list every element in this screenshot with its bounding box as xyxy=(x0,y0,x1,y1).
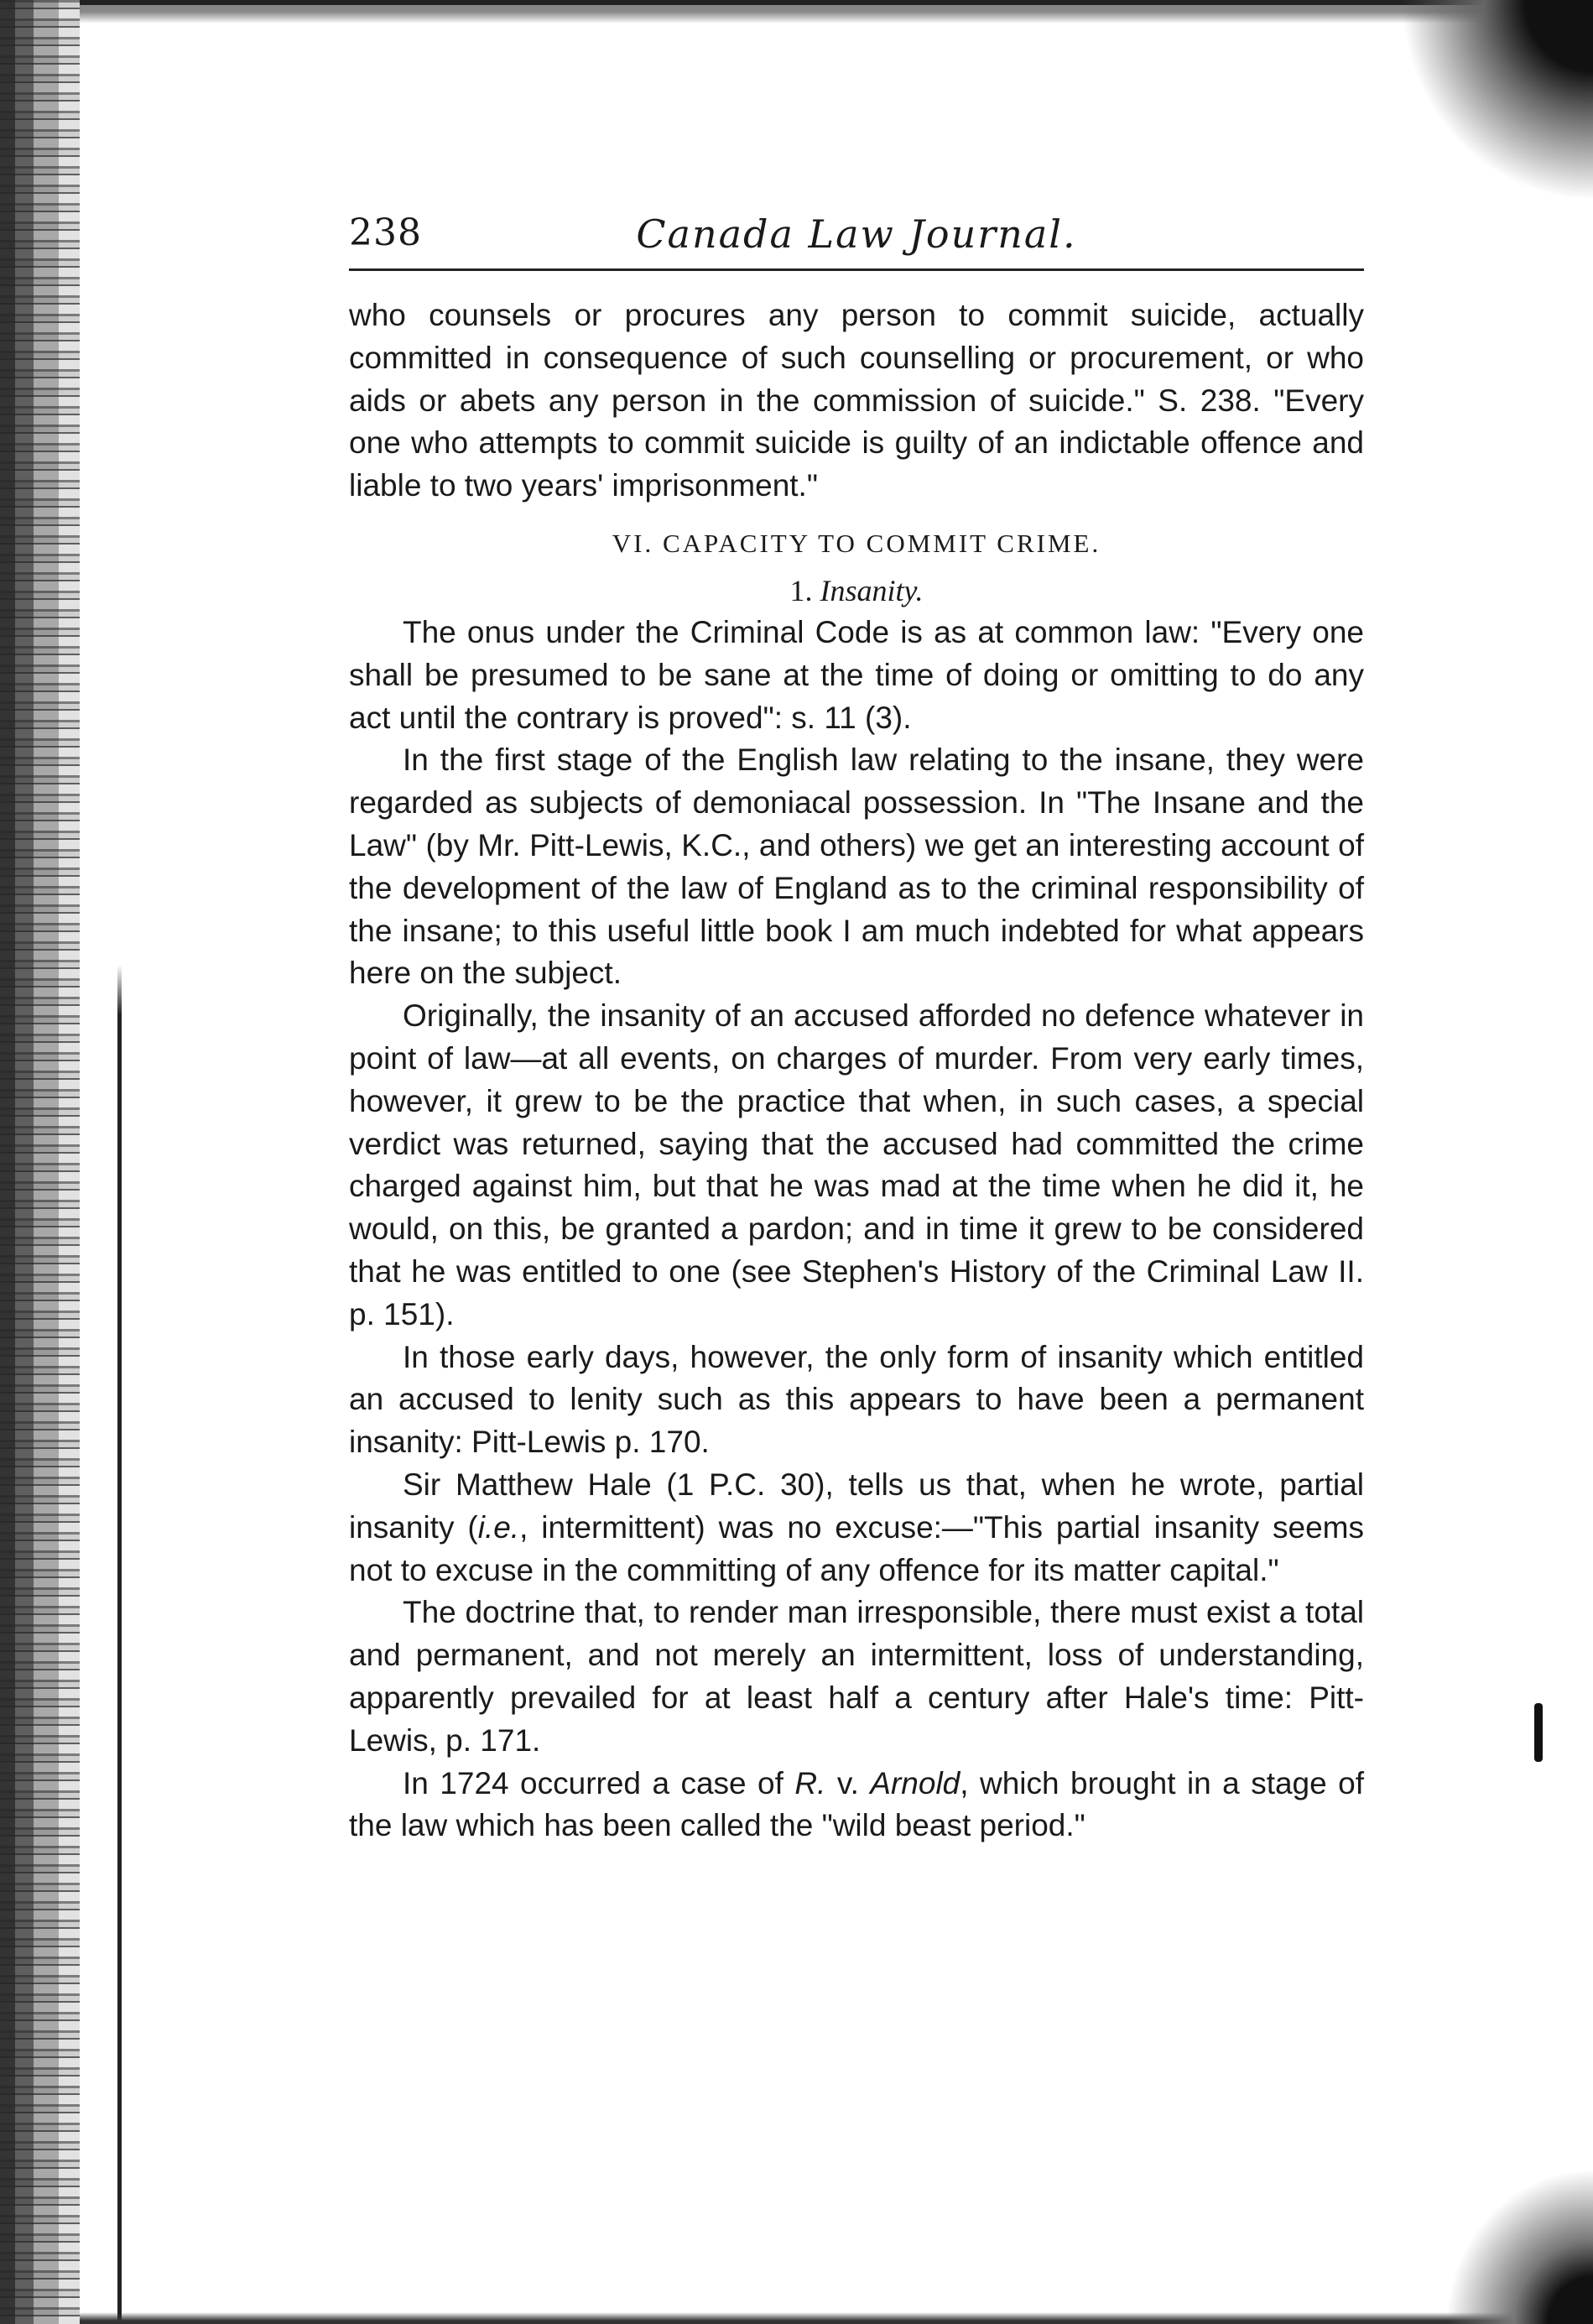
subsection-heading xyxy=(349,570,1364,612)
paragraph-6: The doctrine that, to render man irresponsible, there must exist a total and permanent, and not merely an intermittent, loss of understanding, apparently prevailed for at least half a century after Hale's time: Pitt-Lewis, p. 171. xyxy=(349,1595,1364,1758)
subsection-number: 1. xyxy=(789,573,813,607)
scan-edge-bottom xyxy=(80,2312,1593,2324)
paragraph-3: Originally, the insanity of an accused afforded no defence whatever in point of law—at all events, on charges of murder. From very early times, however, it grew to be the practice that when, in such cases, a special verdict was returned, saying that the accused had committed the crime charged against him, but that he was mad at the time when he did it, he would, on this, be granted a pardon; and in time it grew to be considered that he was entitled to one (see Stephen's History of the Criminal Law II. p. 151). xyxy=(349,998,1364,1331)
paragraph-7-part-b: , which brought in a stage of the law which has been called the "wild beast period." xyxy=(349,1765,1365,1843)
paragraph-5-italic: i.e. xyxy=(477,1509,520,1545)
case-name-arnold: Arnold xyxy=(870,1765,960,1800)
scan-edge-line xyxy=(117,965,122,2324)
paragraph-7 xyxy=(349,1763,1364,1848)
section-heading: VI. CAPACITY TO COMMIT CRIME. xyxy=(612,528,1101,558)
running-head: Canada Law Journal. xyxy=(636,211,1077,257)
paragraph-2: In the first stage of the English law relating to the insane, they were regarded as subjects of demoniacal possession. In "The Insane and the Law" (by Mr. Pitt-Lewis, K.C., and others) we get an interesting account of the development of the law of England as to the criminal responsibility of the insane; to this useful little book I am much indebted for what appears here on the subject. xyxy=(349,743,1364,991)
paragraph-7-part-a: In 1724 occurred a case of xyxy=(403,1765,795,1800)
document-page xyxy=(349,210,1364,1847)
paragraph-1: The onus under the Criminal Code is as at common law: "Every one shall be presumed to be sane at the time of doing or omitting to do any act until the contrary is proved": s. 11 (3). xyxy=(349,614,1364,735)
scan-corner-top-right xyxy=(1400,0,1593,201)
paragraph-5-part-a: Sir Matthew Hale (1 P.C. 30), tells us that, when he wrote, partial insanity ( xyxy=(349,1467,1364,1545)
body-text xyxy=(349,294,1364,1847)
subsection-title: Insanity. xyxy=(820,573,924,607)
case-versus: v. xyxy=(825,1765,871,1800)
page-header xyxy=(349,210,1364,271)
case-name-r: R. xyxy=(794,1765,826,1800)
page-number: 238 xyxy=(349,211,422,254)
paragraph-5 xyxy=(349,1464,1364,1592)
paragraph-5-part-b: , intermittent) was no excuse:—"This partial insanity seems not to excuse in the committing of any offence for its matter capital." xyxy=(349,1509,1364,1587)
scan-mark-right xyxy=(1534,1703,1543,1762)
scan-edge-top xyxy=(80,0,1593,23)
scan-edge-left xyxy=(0,0,80,2324)
scan-corner-bottom-right xyxy=(1434,2156,1593,2324)
paragraph-4: In those early days, however, the only form of insanity which entitled an accused to lenity such as this appears to have been a permanent insanity: Pitt-Lewis p. 170. xyxy=(349,1339,1364,1460)
paragraph-intro: who counsels or procures any person to commit suicide, actually committed in consequence of such counselling or procurement, or who aids or abets any person in the commission of suicide." S. 238. "Every one who attempts to commit suicide is guilty of an indictable offence and liable to two years' imprisonment." xyxy=(349,298,1364,503)
